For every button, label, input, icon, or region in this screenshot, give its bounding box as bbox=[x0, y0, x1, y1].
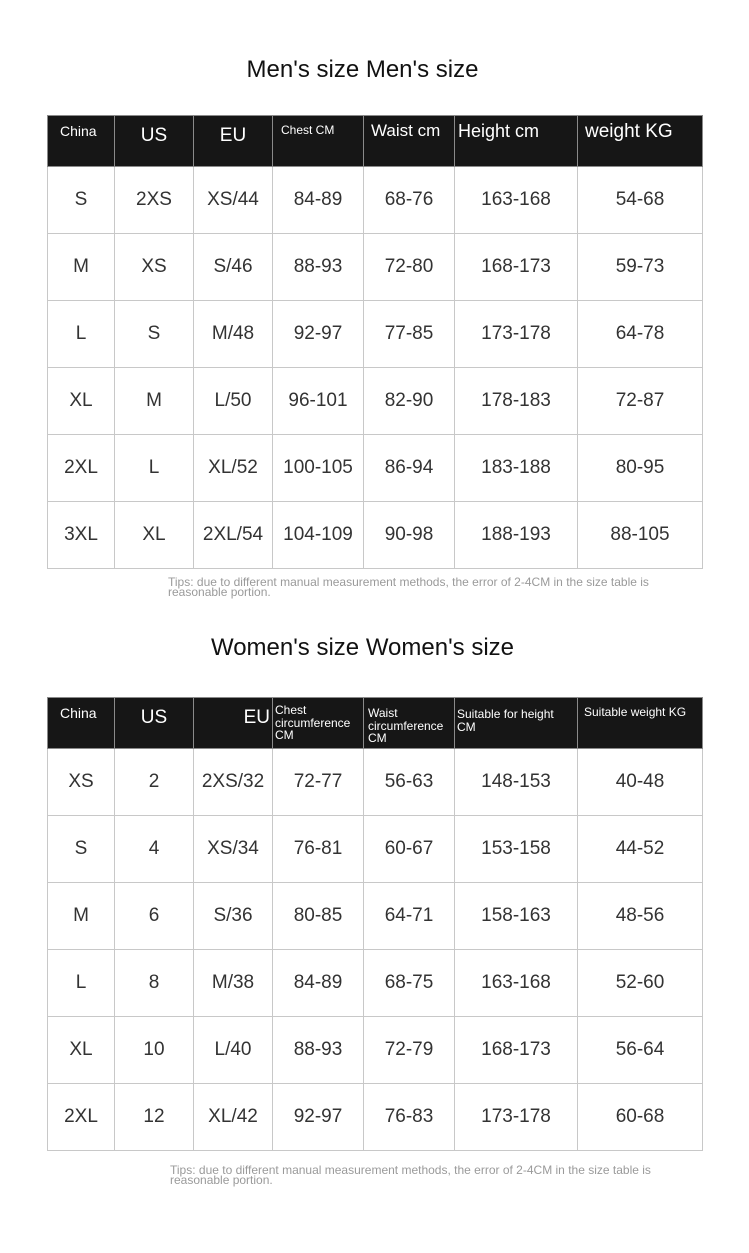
table-row bbox=[48, 435, 703, 502]
table-row bbox=[48, 883, 703, 950]
table-cell: 72-77 bbox=[273, 749, 364, 816]
table-cell: 8 bbox=[115, 950, 194, 1017]
table-cell: 60-68 bbox=[578, 1084, 703, 1151]
table-cell: 76-83 bbox=[364, 1084, 455, 1151]
table-cell: XL/52 bbox=[194, 435, 273, 502]
table-cell: S/36 bbox=[194, 883, 273, 950]
mens-header-height: Height cm bbox=[455, 116, 578, 167]
table-cell: 2XL bbox=[48, 435, 115, 502]
mens-size-title: Men's size Men's size bbox=[246, 56, 479, 83]
table-cell: 68-75 bbox=[364, 950, 455, 1017]
table-cell: S bbox=[48, 816, 115, 883]
table-row bbox=[48, 1017, 703, 1084]
table-row bbox=[48, 368, 703, 435]
table-cell: L/50 bbox=[194, 368, 273, 435]
table-cell: 153-158 bbox=[455, 816, 578, 883]
table-cell: 40-48 bbox=[578, 749, 703, 816]
table-cell: 2 bbox=[115, 749, 194, 816]
table-cell: 12 bbox=[115, 1084, 194, 1151]
table-cell: S/46 bbox=[194, 234, 273, 301]
table-cell: 54-68 bbox=[578, 167, 703, 234]
table-cell: 163-168 bbox=[455, 167, 578, 234]
table-row bbox=[48, 167, 703, 234]
table-cell: 178-183 bbox=[455, 368, 578, 435]
table-cell: M bbox=[48, 234, 115, 301]
womens-header-chest: Chest circumference CM bbox=[273, 698, 364, 749]
womens-header-china: China bbox=[48, 698, 115, 749]
table-cell: M bbox=[48, 883, 115, 950]
table-cell: 52-60 bbox=[578, 950, 703, 1017]
table-cell: 76-81 bbox=[273, 816, 364, 883]
table-cell: 77-85 bbox=[364, 301, 455, 368]
table-cell: 72-79 bbox=[364, 1017, 455, 1084]
table-cell: 80-95 bbox=[578, 435, 703, 502]
table-row bbox=[48, 234, 703, 301]
table-cell: S bbox=[48, 167, 115, 234]
table-cell: 88-93 bbox=[273, 234, 364, 301]
table-cell: 2XS bbox=[115, 167, 194, 234]
table-cell: L bbox=[48, 301, 115, 368]
table-cell: 188-193 bbox=[455, 502, 578, 569]
table-cell: M/48 bbox=[194, 301, 273, 368]
table-cell: 2XS/32 bbox=[194, 749, 273, 816]
table-cell: 64-71 bbox=[364, 883, 455, 950]
table-cell: M/38 bbox=[194, 950, 273, 1017]
table-cell: 2XL/54 bbox=[194, 502, 273, 569]
table-cell: XL/42 bbox=[194, 1084, 273, 1151]
mens-tip-note: Tips: due to different manual measurement methods, the error of 2-4CM in the size table is reasonable portion. bbox=[168, 575, 649, 599]
table-cell: XS/34 bbox=[194, 816, 273, 883]
table-cell: 148-153 bbox=[455, 749, 578, 816]
table-cell: 86-94 bbox=[364, 435, 455, 502]
table-cell: XS/44 bbox=[194, 167, 273, 234]
table-cell: 92-97 bbox=[273, 1084, 364, 1151]
table-cell: L/40 bbox=[194, 1017, 273, 1084]
table-cell: 168-173 bbox=[455, 234, 578, 301]
table-cell: 82-90 bbox=[364, 368, 455, 435]
table-row bbox=[48, 816, 703, 883]
table-row bbox=[48, 301, 703, 368]
table-cell: L bbox=[115, 435, 194, 502]
table-cell: 60-67 bbox=[364, 816, 455, 883]
table-cell: L bbox=[48, 950, 115, 1017]
table-cell: XL bbox=[48, 368, 115, 435]
table-cell: XS bbox=[48, 749, 115, 816]
table-cell: 100-105 bbox=[273, 435, 364, 502]
table-cell: 6 bbox=[115, 883, 194, 950]
table-cell: 72-87 bbox=[578, 368, 703, 435]
table-cell: 173-178 bbox=[455, 301, 578, 368]
table-cell: 72-80 bbox=[364, 234, 455, 301]
table-cell: 56-64 bbox=[578, 1017, 703, 1084]
table-cell: 4 bbox=[115, 816, 194, 883]
womens-header-us: US bbox=[115, 698, 194, 749]
table-cell: XL bbox=[48, 1017, 115, 1084]
table-cell: 90-98 bbox=[364, 502, 455, 569]
table-cell: 56-63 bbox=[364, 749, 455, 816]
mens-size-table bbox=[47, 115, 703, 569]
table-cell: M bbox=[115, 368, 194, 435]
womens-size-table bbox=[47, 697, 703, 1151]
table-cell: 44-52 bbox=[578, 816, 703, 883]
table-row bbox=[48, 749, 703, 816]
table-cell: 84-89 bbox=[273, 167, 364, 234]
table-cell: 84-89 bbox=[273, 950, 364, 1017]
table-cell: 163-168 bbox=[455, 950, 578, 1017]
womens-header-height: Suitable for height CM bbox=[455, 698, 578, 749]
womens-tip-note: Tips: due to different manual measurement methods, the error of 2-4CM in the size table is reasonable portion. bbox=[170, 1163, 651, 1187]
mens-header-chest: Chest CM bbox=[273, 116, 364, 167]
table-cell: 96-101 bbox=[273, 368, 364, 435]
womens-header-row bbox=[48, 698, 703, 749]
womens-header-weight: Suitable weight KG bbox=[578, 698, 703, 749]
womens-header-waist: Waist circumference CM bbox=[364, 698, 455, 749]
table-cell: 88-105 bbox=[578, 502, 703, 569]
womens-header-eu: EU bbox=[194, 698, 273, 749]
mens-header-eu: EU bbox=[194, 116, 273, 167]
table-row bbox=[48, 950, 703, 1017]
table-cell: XL bbox=[115, 502, 194, 569]
mens-header-us: US bbox=[115, 116, 194, 167]
mens-header-china: China bbox=[48, 116, 115, 167]
table-cell: 173-178 bbox=[455, 1084, 578, 1151]
table-cell: 59-73 bbox=[578, 234, 703, 301]
table-cell: 48-56 bbox=[578, 883, 703, 950]
table-row bbox=[48, 1084, 703, 1151]
table-cell: 92-97 bbox=[273, 301, 364, 368]
table-cell: 68-76 bbox=[364, 167, 455, 234]
table-cell: 183-188 bbox=[455, 435, 578, 502]
table-cell: 158-163 bbox=[455, 883, 578, 950]
table-cell: 64-78 bbox=[578, 301, 703, 368]
table-cell: 3XL bbox=[48, 502, 115, 569]
table-cell: 168-173 bbox=[455, 1017, 578, 1084]
mens-header-row bbox=[48, 116, 703, 167]
table-cell: 88-93 bbox=[273, 1017, 364, 1084]
table-cell: 80-85 bbox=[273, 883, 364, 950]
table-cell: 2XL bbox=[48, 1084, 115, 1151]
table-cell: 10 bbox=[115, 1017, 194, 1084]
mens-header-waist: Waist cm bbox=[364, 116, 455, 167]
womens-size-title: Women's size Women's size bbox=[210, 634, 515, 661]
table-row bbox=[48, 502, 703, 569]
mens-header-weight: weight KG bbox=[578, 116, 703, 167]
table-cell: XS bbox=[115, 234, 194, 301]
table-cell: 104-109 bbox=[273, 502, 364, 569]
table-cell: S bbox=[115, 301, 194, 368]
